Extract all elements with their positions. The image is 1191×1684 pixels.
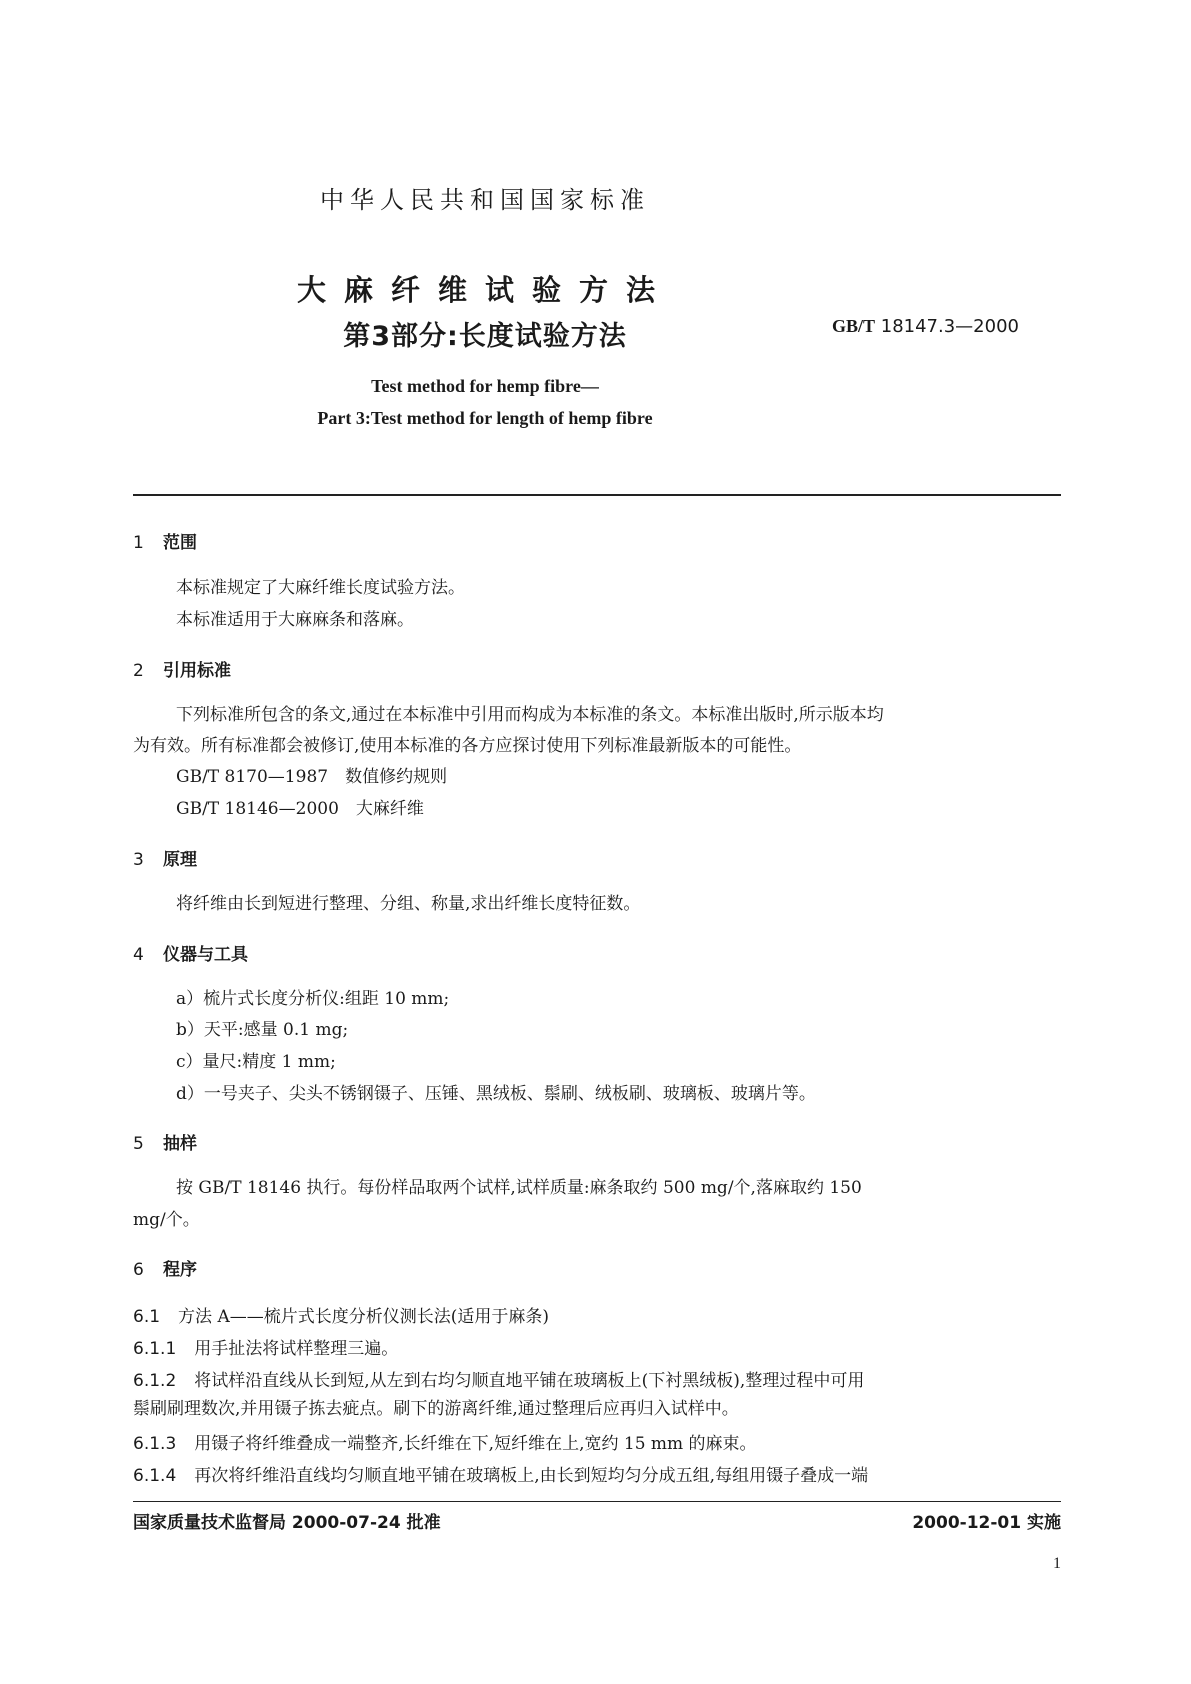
implementation-date: 2000-12-01 实施	[912, 1513, 1061, 1533]
english-subtitle: Part 3:Test method for length of hemp fibre	[317, 408, 653, 428]
standard-code: 18147.3—2000	[880, 316, 1019, 337]
approval-date: 国家质量技术监督局 2000-07-24 批准	[133, 1513, 441, 1533]
paragraph: 按 GB/T 18146 执行。每份样品取两个试样,试样质量:麻条取约 500 mg/个,落麻取约 150	[176, 1178, 862, 1198]
paragraph: 为有效。所有标准都会被修订,使用本标准的各方应探讨使用下列标准最新版本的可能性。	[133, 736, 802, 756]
section-5-heading	[133, 1129, 197, 1154]
clause-number: 6.1.1	[133, 1339, 177, 1359]
clause-text: 再次将纤维沿直线均匀顺直地平铺在玻璃板上,由长到短均匀分成五组,每组用镊子叠成一端	[194, 1466, 869, 1486]
national-standard-label: 中华人民共和国国家标准	[320, 186, 650, 214]
section-number: 3	[133, 850, 144, 870]
standard-number	[832, 316, 1019, 337]
clause-text: 将试样沿直线从长到短,从左到右均匀顺直地平铺在玻璃板上(下衬黑绒板),整理过程中可用	[194, 1371, 865, 1391]
clause-text: 用手扯法将试样整理三遍。	[194, 1339, 399, 1359]
section-1-heading	[133, 528, 197, 553]
clause-6-1-2	[133, 1366, 864, 1391]
english-title: Test method for hemp fibre—	[371, 376, 599, 396]
list-item: b）天平:感量 0.1 mg;	[176, 1020, 349, 1040]
clause-6-1	[133, 1302, 549, 1327]
page-number: 1	[1053, 1555, 1061, 1572]
section-title: 原理	[163, 850, 197, 870]
header-divider	[133, 494, 1061, 496]
paragraph: 下列标准所包含的条文,通过在本标准中引用而构成为本标准的条文。本标准出版时,所示版本均	[176, 705, 884, 725]
clause-text: 方法 A——梳片式长度分析仪测长法(适用于麻条)	[178, 1307, 549, 1327]
section-title: 范围	[163, 533, 197, 553]
list-item: c）量尺:精度 1 mm;	[176, 1052, 336, 1072]
clause-6-1-1	[133, 1334, 398, 1359]
section-title: 仪器与工具	[163, 945, 248, 965]
normative-reference: GB/T 18146—2000 大麻纤维	[176, 799, 424, 819]
section-number: 5	[133, 1134, 144, 1154]
clause-number: 6.1.2	[133, 1371, 177, 1391]
paragraph: 本标准规定了大麻纤维长度试验方法。	[176, 578, 465, 598]
paragraph: 本标准适用于大麻麻条和落麻。	[176, 610, 414, 630]
document-subtitle: 第3部分:长度试验方法	[343, 321, 627, 352]
clause-6-1-3	[133, 1429, 757, 1454]
clause-number: 6.1.4	[133, 1466, 177, 1486]
footer-divider	[133, 1501, 1061, 1502]
section-number: 6	[133, 1260, 144, 1280]
clause-text: 用镊子将纤维叠成一端整齐,长纤维在下,短纤维在上,宽约 15 mm 的麻束。	[194, 1434, 757, 1454]
section-3-heading	[133, 845, 197, 870]
standard-prefix: GB/T	[832, 316, 876, 336]
section-title: 引用标准	[163, 661, 231, 681]
list-item: d）一号夹子、尖头不锈钢镊子、压锤、黑绒板、鬃刷、绒板刷、玻璃板、玻璃片等。	[176, 1084, 816, 1104]
clause-6-1-4	[133, 1461, 868, 1486]
section-number: 2	[133, 661, 144, 681]
section-number: 4	[133, 945, 144, 965]
normative-reference: GB/T 8170—1987 数值修约规则	[176, 767, 448, 787]
paragraph: 鬃刷刷理数次,并用镊子拣去疵点。刷下的游离纤维,通过整理后应再归入试样中。	[133, 1399, 739, 1419]
section-title: 抽样	[163, 1134, 197, 1154]
paragraph: mg/个。	[133, 1210, 200, 1230]
list-item: a）梳片式长度分析仪:组距 10 mm;	[176, 989, 450, 1009]
document-title: 大麻纤维试验方法	[296, 273, 673, 307]
clause-number: 6.1	[133, 1307, 161, 1327]
section-number: 1	[133, 533, 144, 553]
clause-number: 6.1.3	[133, 1434, 177, 1454]
section-title: 程序	[163, 1260, 197, 1280]
section-2-heading	[133, 656, 231, 681]
section-4-heading	[133, 940, 248, 965]
section-6-heading	[133, 1255, 197, 1280]
paragraph: 将纤维由长到短进行整理、分组、称量,求出纤维长度特征数。	[176, 894, 641, 914]
